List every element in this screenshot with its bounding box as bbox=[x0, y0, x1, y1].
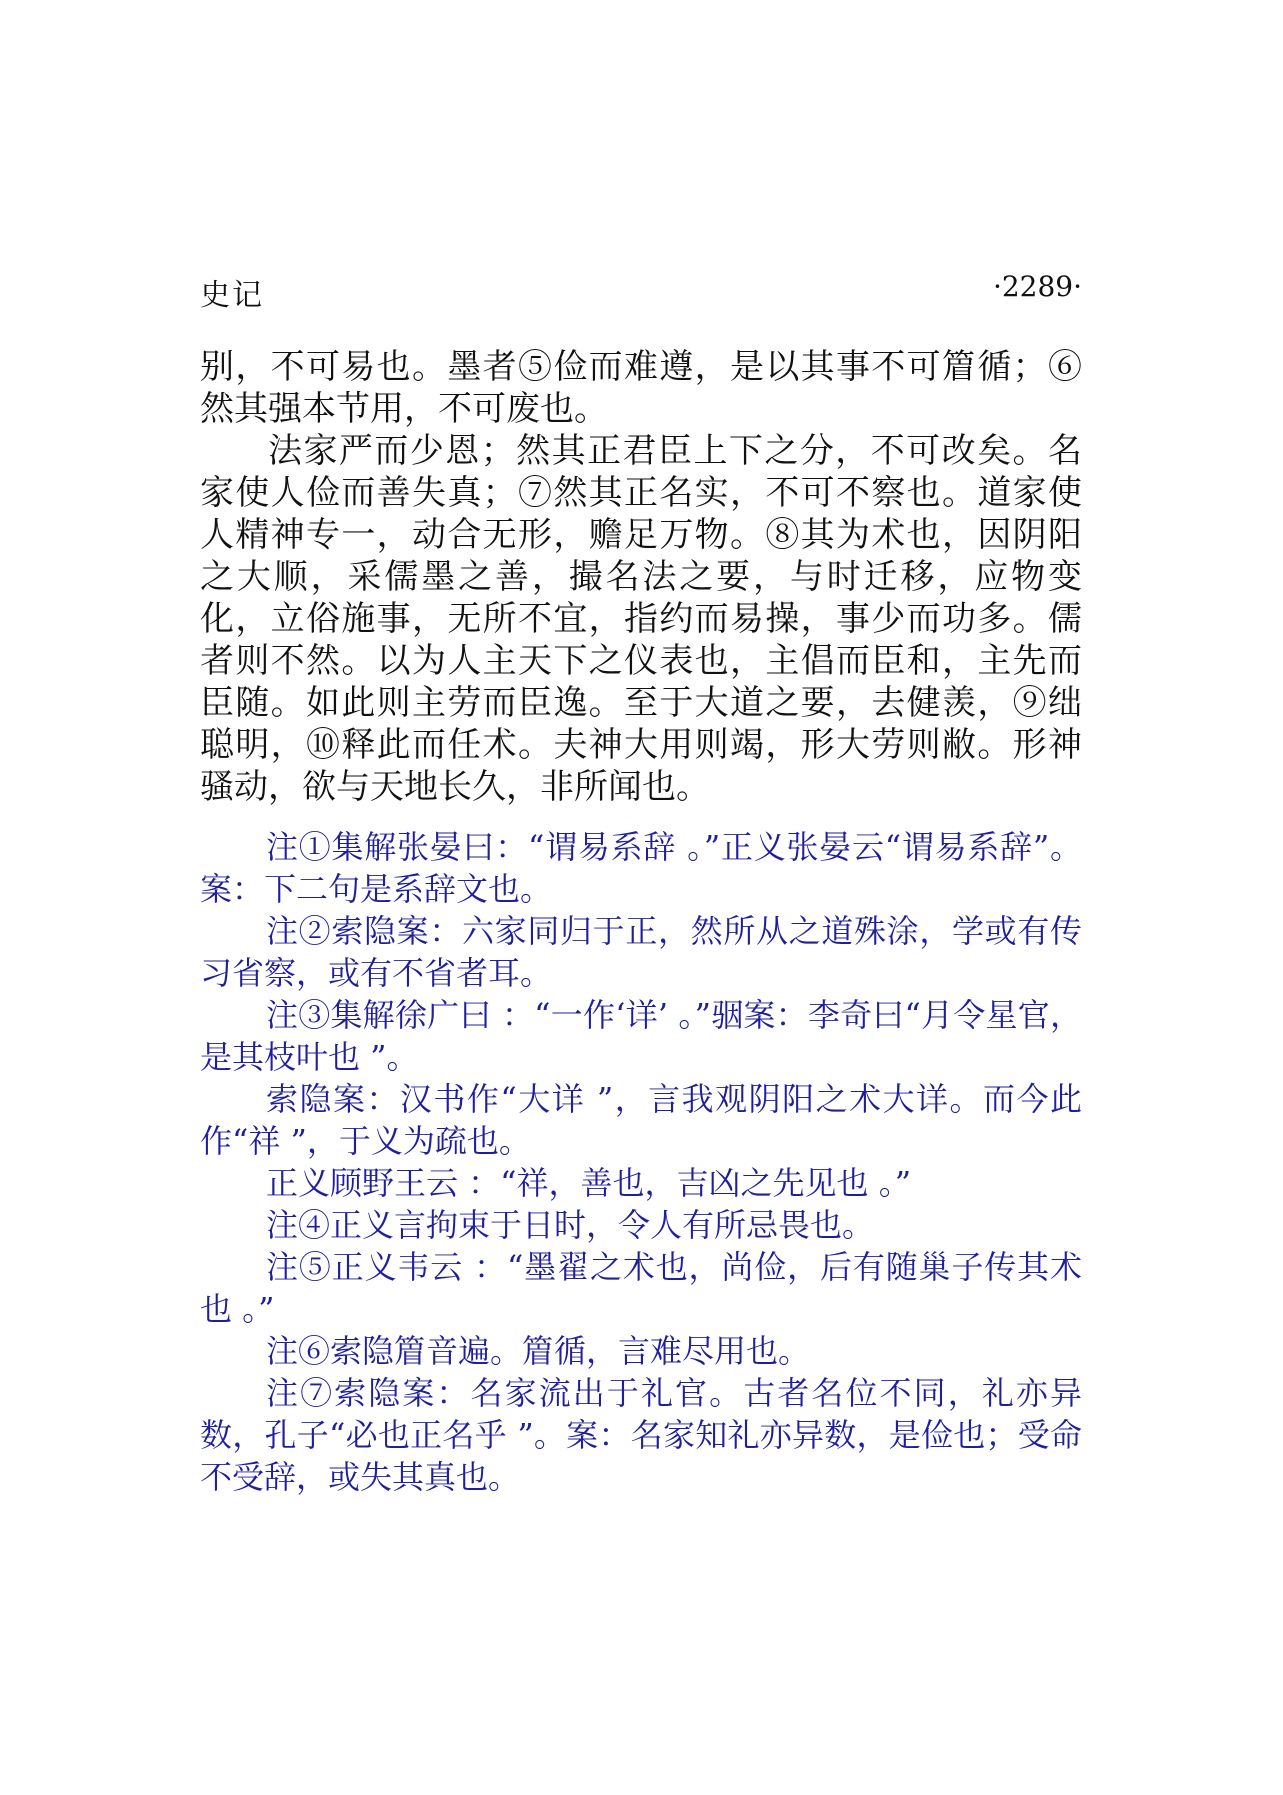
page-number: ·2289· bbox=[992, 270, 1082, 303]
book-title: 史记 bbox=[200, 278, 264, 313]
note-paragraph: 注⑤正义韦云 ：“墨翟之术也，尚俭，后有随巢子传其术也 。” bbox=[200, 1248, 1082, 1328]
note-paragraph: 注②索隐案：六家同归于正，然所从之道殊涂，学或有传习省察，或有不省者耳。 bbox=[200, 912, 1082, 992]
annotations bbox=[200, 826, 1082, 1498]
body-paragraph: 法家严而少恩；然其正君臣上下之分，不可改矣。名家使人俭而善失真；⑦然其正名实，不可不察也。道家使人精神专一，动合无形，赡足万物。⑧其为术也，因阴阳之大顺，采儒墨之善，撮名法之要，与时迁移，应物变化，立俗施事，无所不宜，指约而易操，事少而功多。儒者则不然。以为人主天下之仪表也，主倡而臣和，主先而臣随。如此则主劳而臣逸。至于大道之要，去健羡，⑨绌聪明，⑩释此而任术。夫神大用则竭，形大劳则敝。形神骚动，欲与天地长久，非所闻也。 bbox=[200, 431, 1082, 807]
note-paragraph: 注①集解张晏曰：“谓易系辞 。”正义张晏云“谓易系辞”。案：下二句是系辞文也。 bbox=[200, 828, 1082, 908]
body-paragraph: 别，不可易也。墨者⑤俭而难遵，是以其事不可篃循；⑥然其强本节用，不可废也。 bbox=[200, 347, 1082, 429]
note-paragraph: 注④正义言拘束于日时，令人有所忌畏也。 bbox=[266, 1206, 875, 1244]
note-paragraph: 索隐案：汉书作“大详 ”，言我观阴阳之术大详。而今此作“祥 ”，于义为疏也。 bbox=[200, 1080, 1082, 1160]
note-paragraph: 注⑥索隐篃音遍。篃循，言难尽用也。 bbox=[266, 1332, 811, 1370]
page-header bbox=[200, 270, 1082, 313]
main-text bbox=[200, 346, 1082, 808]
note-paragraph: 正义顾野王云 ：“祥，善也，吉凶之先见也 。” bbox=[266, 1164, 912, 1202]
note-paragraph: 注③集解徐广曰 ：“一作‘详’ 。”骃案：李奇曰“月令星官，是其枝叶也 ”。 bbox=[200, 996, 1082, 1076]
note-paragraph: 注⑦索隐案：名家流出于礼官。古者名位不同，礼亦异数，孔子“必也正名乎 ”。案：名家知礼亦异数，是俭也；受命不受辞，或失其真也。 bbox=[200, 1374, 1082, 1496]
